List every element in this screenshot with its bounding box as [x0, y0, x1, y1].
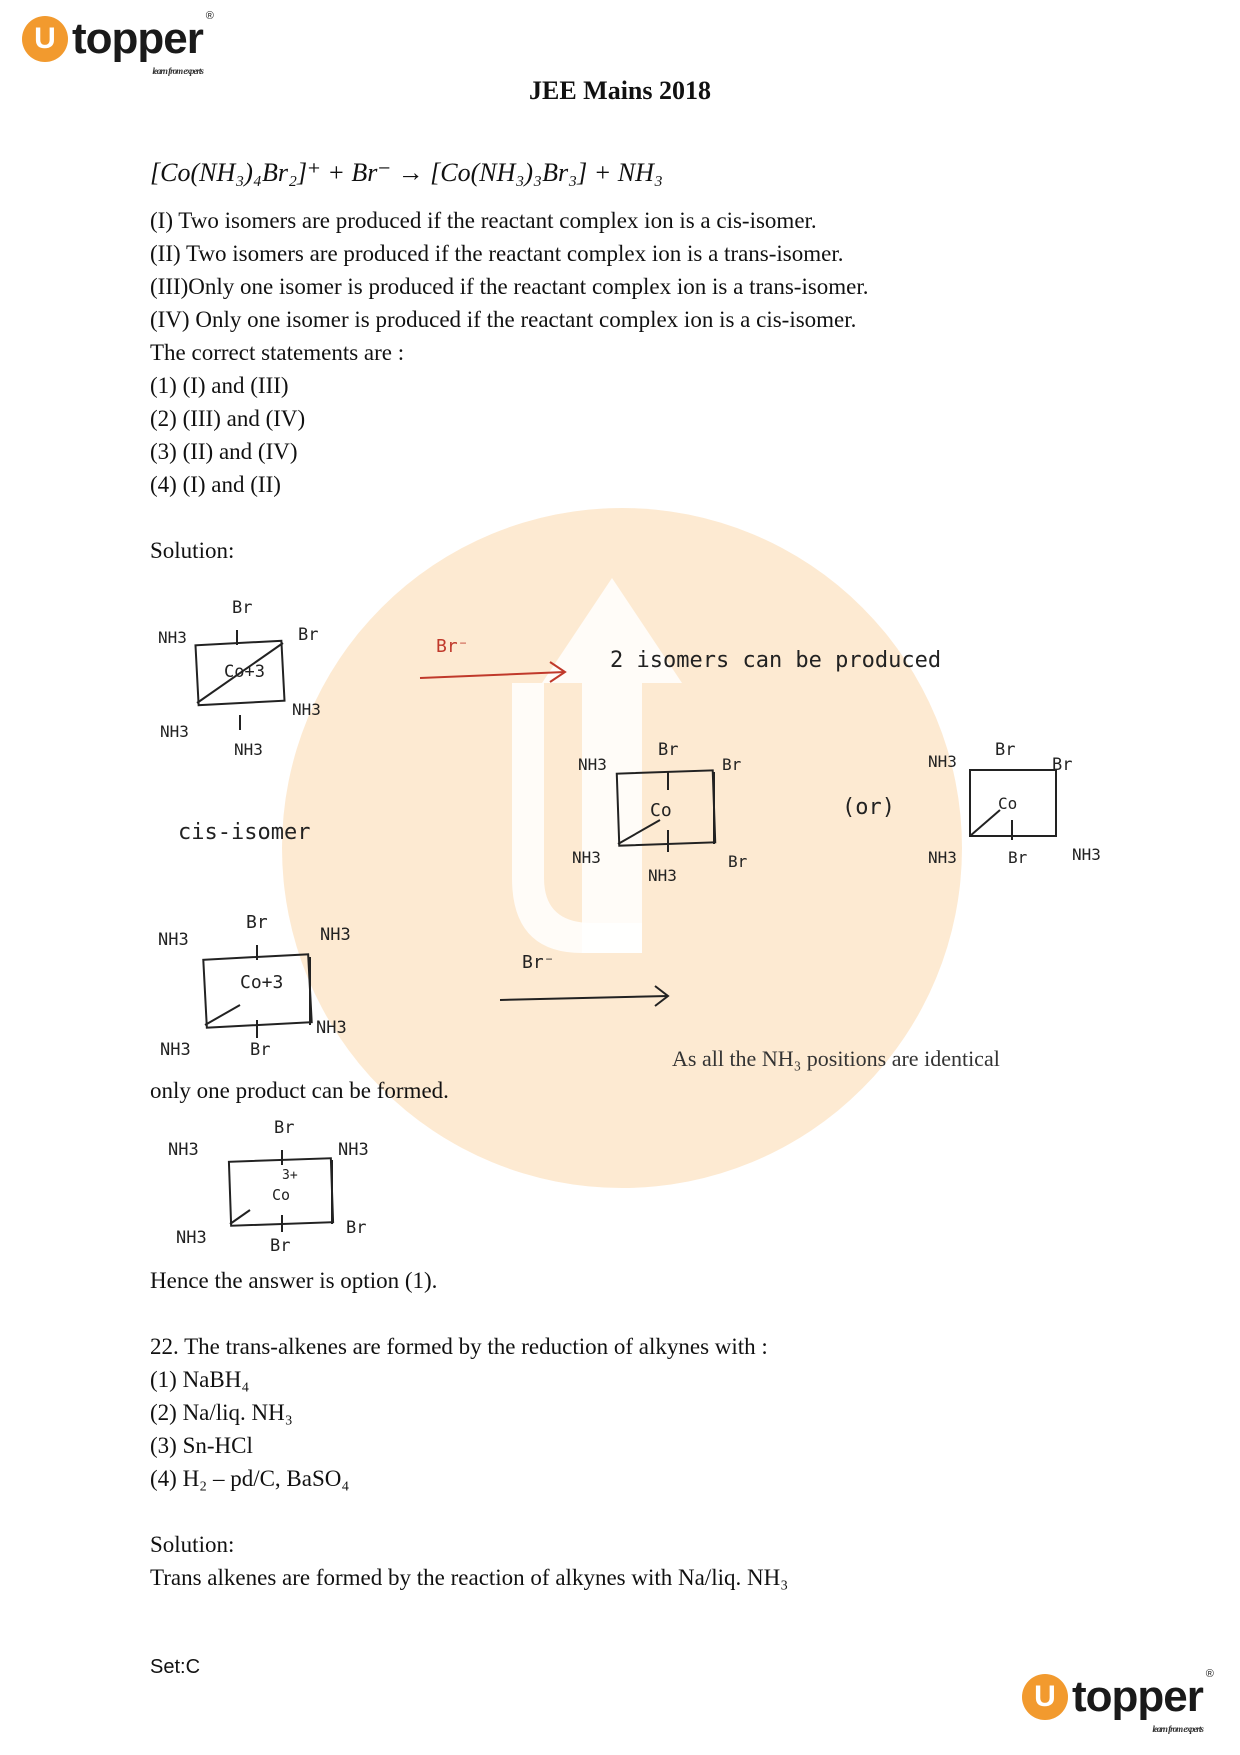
- identical-note: As all the NH₃ positions are identical: [672, 1046, 1000, 1071]
- sketch-br: Br: [658, 740, 679, 760]
- sketch-nh3: NH3: [316, 1018, 347, 1038]
- option-3: (3) (II) and (IV): [150, 439, 298, 464]
- option-1: (1) (I) and (III): [150, 373, 289, 398]
- set-label: Set:C: [150, 1656, 201, 1678]
- solution-label-21: Solution:: [150, 538, 235, 563]
- sketch-nh3: NH3: [648, 866, 677, 885]
- or-label: (or): [842, 795, 895, 820]
- registered-mark: ®: [1205, 1668, 1213, 1680]
- answer-21: Hence the answer is option (1).: [150, 1268, 438, 1293]
- sketch-br: Br: [995, 740, 1016, 760]
- option-4: (4) (I) and (II): [150, 472, 281, 497]
- logo-tagline: learn from experts: [1152, 1724, 1203, 1734]
- solution-label-22: Solution:: [150, 1532, 235, 1557]
- option-2: (2) (III) and (IV): [150, 406, 306, 431]
- sketch-br-top: Br: [232, 598, 253, 618]
- q22-option-4: (4) H₂ – pd/C, BaSO₄: [150, 1466, 350, 1491]
- topper-logo-mark: U: [1022, 1674, 1068, 1720]
- sketch-br: Br: [1052, 755, 1073, 775]
- sketch-nh3: NH3: [578, 755, 607, 774]
- sketch-br-minus: Br⁻: [436, 636, 469, 657]
- sketch-co3: Co+3: [224, 662, 265, 682]
- sketch-nh3: NH3: [572, 848, 601, 867]
- sketch-br: Br: [722, 755, 742, 774]
- sketch-br: Br: [250, 1040, 271, 1060]
- one-product-note: only one product can be formed.: [150, 1078, 449, 1103]
- topper-logo-word: topper: [1072, 1672, 1203, 1721]
- topper-logo-footer: [1022, 1668, 1213, 1734]
- question-prompt: The correct statements are :: [150, 340, 405, 365]
- sketch-nh3: NH3: [320, 925, 351, 945]
- two-isomers-note: 2 isomers can be produced: [610, 648, 942, 673]
- registered-mark: ®: [205, 10, 213, 22]
- topper-logo-word: topper: [72, 14, 203, 63]
- sketch-br: Br: [1008, 848, 1028, 867]
- sketch-co: Co: [272, 1186, 291, 1204]
- sketch-nh3: NH3: [928, 752, 957, 771]
- sketch-nh3: NH3: [176, 1228, 207, 1248]
- sketch-nh3: NH3: [160, 722, 189, 741]
- page-title: JEE Mains 2018: [528, 76, 712, 105]
- statement-2: (II) Two isomers are produced if the reactant complex ion is a trans-isomer.: [150, 241, 844, 266]
- reaction-equation: [Co(NH₃)₄Br₂]⁺ + Br⁻ → [Co(NH₃)₃Br₃] + NH₃: [150, 158, 663, 187]
- sketch-br-minus: Br⁻: [522, 952, 555, 973]
- q22-option-2: (2) Na/liq. NH₃: [150, 1400, 293, 1425]
- sketch-nh3: NH3: [158, 930, 189, 950]
- sketch-nh3: NH3: [168, 1140, 199, 1160]
- statement-4: (IV) Only one isomer is produced if the reactant complex ion is a cis-isomer.: [150, 307, 857, 332]
- statement-1: (I) Two isomers are produced if the reactant complex ion is a cis-isomer.: [150, 208, 817, 233]
- sketch-br: Br: [274, 1118, 295, 1138]
- sketch-br: Br: [298, 625, 319, 645]
- logo-tagline: learn from experts: [152, 66, 203, 76]
- q22-option-1: (1) NaBH₄: [150, 1367, 250, 1392]
- sketch-nh3: NH3: [234, 740, 263, 759]
- sketch-nh3: NH3: [928, 848, 957, 867]
- sketch-nh3: NH3: [1072, 845, 1101, 864]
- sketch-br: Br: [270, 1236, 291, 1256]
- sketch-nh3: NH3: [292, 700, 321, 719]
- sketch-br: Br: [346, 1218, 367, 1238]
- sketch-nh3: NH3: [158, 628, 187, 647]
- solution-text-22: Trans alkenes are formed by the reaction of alkynes with Na/liq. NH₃: [150, 1565, 789, 1590]
- sketch-nh3: NH3: [338, 1140, 369, 1160]
- statement-3: (III)Only one isomer is produced if the reactant complex ion is a trans-isomer.: [150, 274, 869, 299]
- sketch-co: Co: [998, 794, 1018, 813]
- sketch-co3plus: 3+: [282, 1168, 298, 1183]
- sketch-co3: Co+3: [240, 972, 284, 993]
- sketch-co: Co: [650, 800, 672, 821]
- sketch-nh3: NH3: [160, 1040, 191, 1060]
- question-22: 22. The trans-alkenes are formed by the reduction of alkynes with :: [150, 1334, 768, 1359]
- sketch-br: Br: [728, 852, 748, 871]
- q22-option-3: (3) Sn-HCl: [150, 1433, 253, 1458]
- topper-logo-mark: U: [22, 16, 68, 62]
- cis-isomer-label: cis-isomer: [178, 820, 311, 845]
- sketch-br: Br: [246, 912, 268, 933]
